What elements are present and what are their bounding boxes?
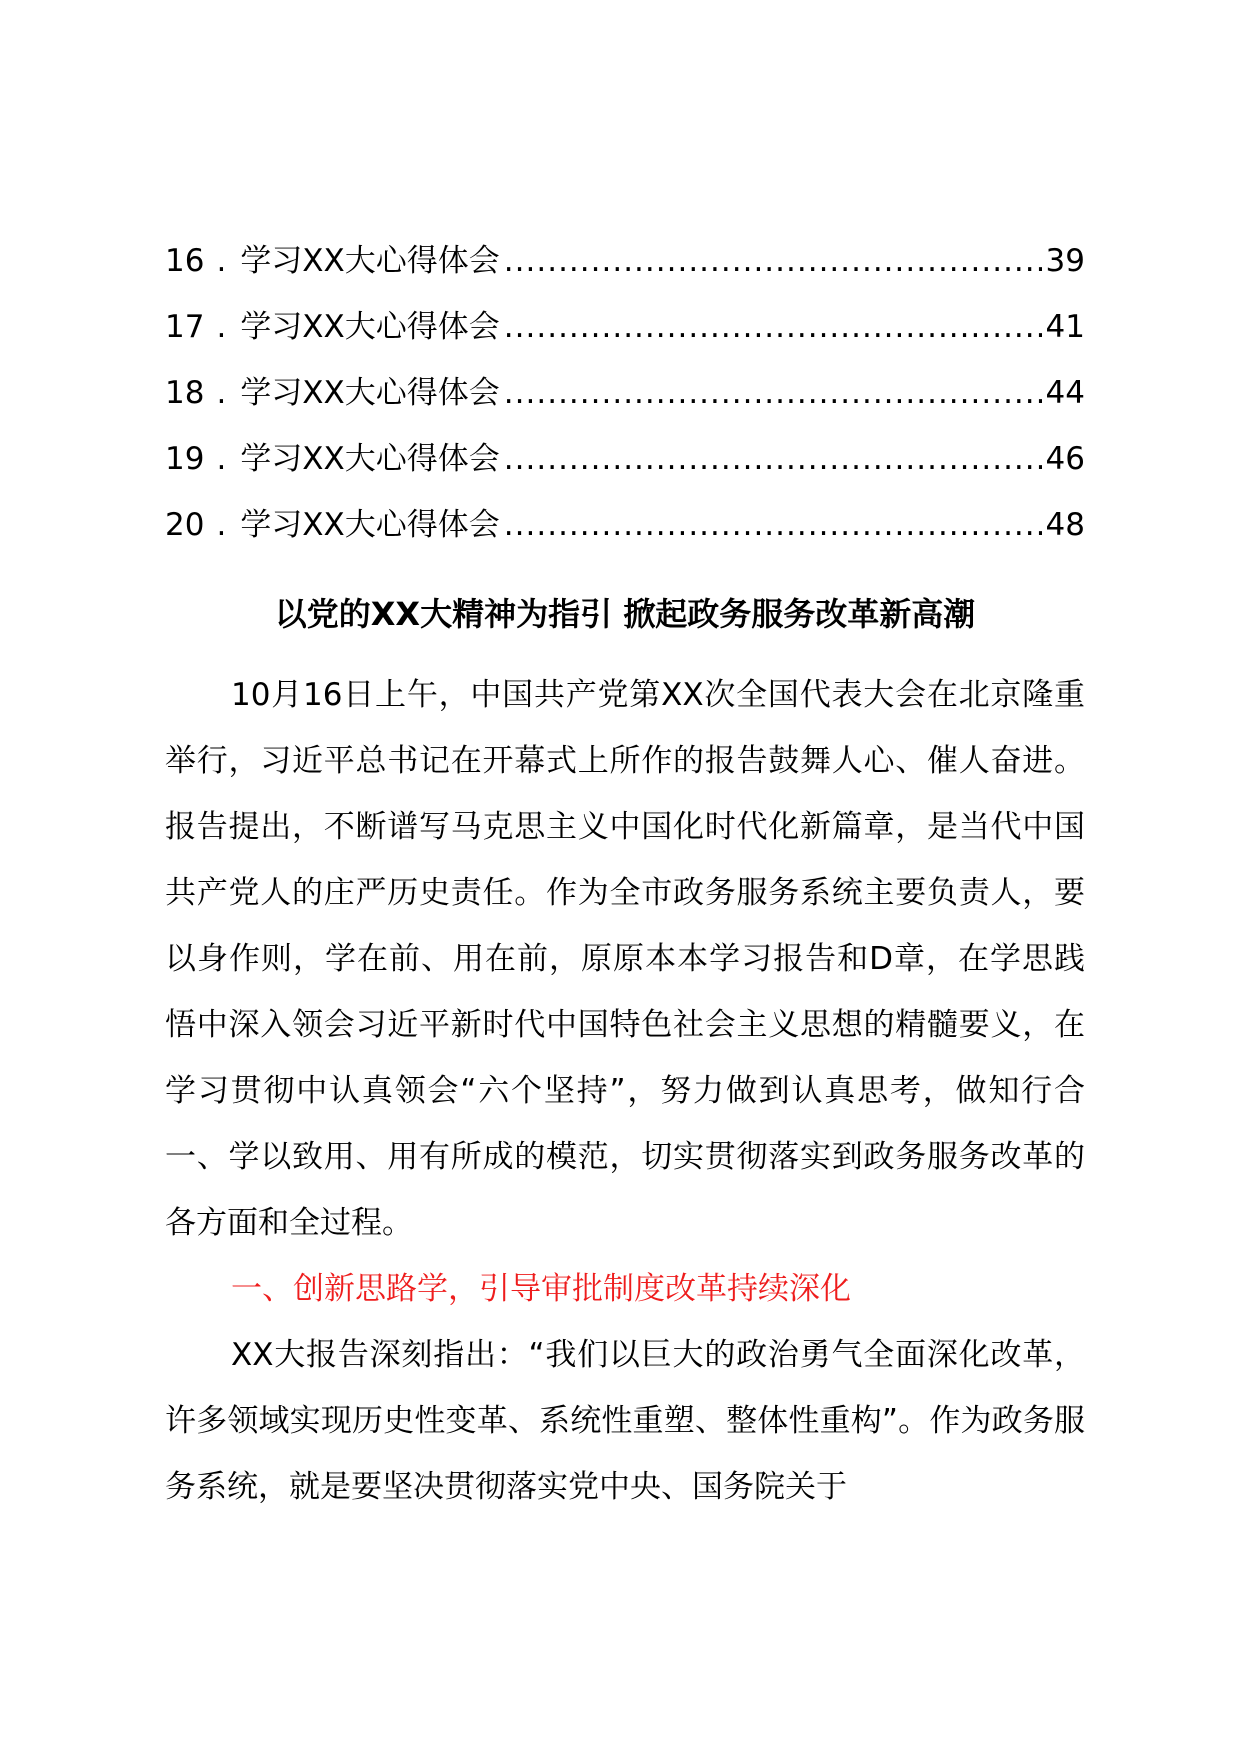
toc-entry[interactable] [165, 426, 1085, 492]
toc-entry-title: 学习XX大心得体会 [240, 375, 500, 411]
article-paragraph: XX大报告深刻指出：“我们以巨大的政治勇气全面深化改革，许多领域实现历史性变革、系统性重塑、整体性重构”。作为政务服务系统，就是要坚决贯彻落实党中央、国务院关于 [165, 1337, 1085, 1505]
toc-entry-title: 学习XX大心得体会 [240, 309, 500, 345]
article-paragraph: 10月16日上午，中国共产党第XX次全国代表大会在北京隆重举行，习近平总书记在开幕式上所作的报告鼓舞人心、催人奋进。报告提出，不断谱写马克思主义中国化时代化新篇章，是当代中国共产党人的庄严历史责任。作为全市政务服务系统主要负责人，要以身作则，学在前、用在前，原原本本学习报告和D章，在学思践悟中深入领会习近平新时代中国特色社会主义思想的精髓要义，在学习贯彻中认真领会“六个坚持”，努力做到认真思考，做知行合一、学以致用、用有所成的模范，切实贯彻落实到政务服务改革的各方面和全过程。 [165, 677, 1085, 1241]
toc-entry-title: 学习XX大心得体会 [240, 243, 500, 279]
toc-entry-title: 学习XX大心得体会 [240, 441, 500, 477]
article-title: 以党的XX大精神为指引 掀起政务服务改革新高潮 [274, 595, 976, 633]
toc-entry[interactable] [165, 294, 1085, 360]
toc-entry-number: 19 [165, 441, 205, 477]
toc-entry-page: 41 [1045, 309, 1085, 345]
toc-dot-leader [504, 294, 1042, 360]
toc-entry-separator: . [216, 309, 227, 345]
table-of-contents [165, 228, 1085, 558]
toc-entry-title: 学习XX大心得体会 [240, 507, 500, 543]
article-body [165, 590, 1085, 1520]
toc-dot-leader [504, 492, 1042, 558]
toc-entry-number: 18 [165, 375, 205, 411]
toc-entry-page: 48 [1045, 507, 1085, 543]
toc-entry-number: 20 [165, 507, 205, 543]
toc-entry-number: 16 [165, 243, 205, 279]
toc-entry-number: 17 [165, 309, 205, 345]
toc-dot-leader [504, 360, 1042, 426]
section-heading: 一、创新思路学，引导审批制度改革持续深化 [231, 1271, 851, 1307]
toc-entry[interactable] [165, 492, 1085, 558]
toc-entry[interactable] [165, 360, 1085, 426]
toc-entry-separator: . [216, 441, 227, 477]
toc-entry-separator: . [216, 243, 227, 279]
toc-entry-separator: . [216, 507, 227, 543]
toc-entry[interactable] [165, 228, 1085, 294]
toc-entry-separator: . [216, 375, 227, 411]
toc-dot-leader [504, 426, 1042, 492]
toc-entry-page: 44 [1045, 375, 1085, 411]
toc-entry-page: 46 [1045, 441, 1085, 477]
toc-dot-leader [504, 228, 1042, 294]
toc-entry-page: 39 [1045, 243, 1085, 279]
